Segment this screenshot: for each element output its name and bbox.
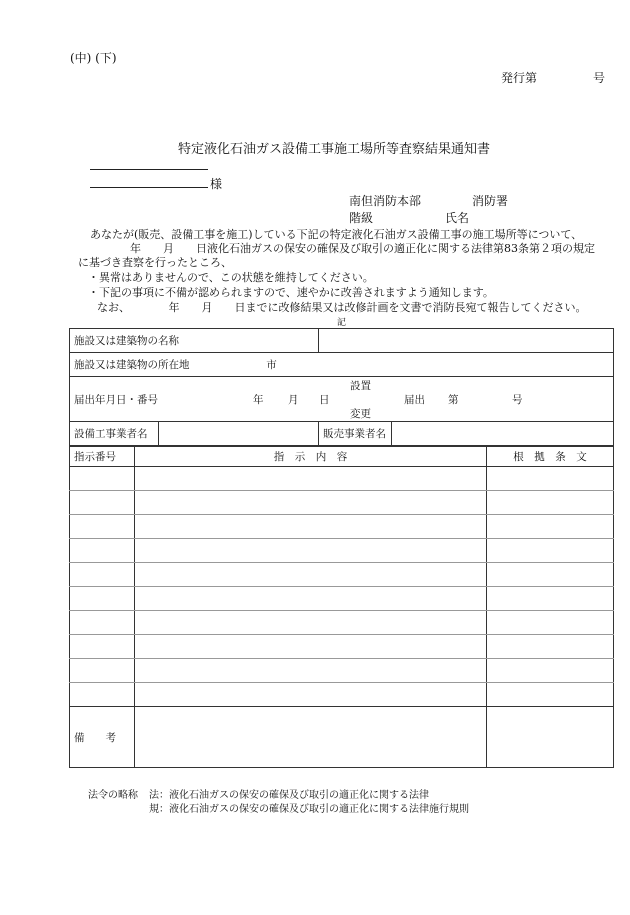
instruction-content-cell[interactable] [135,515,487,539]
facility-info-table [69,328,614,446]
gou-label: 号 [512,394,523,406]
instruction-content-cell[interactable] [135,611,487,635]
remarks-content-cell[interactable] [135,707,487,768]
instruction-content-cell[interactable] [135,587,487,611]
instruction-content-cell[interactable] [135,539,487,563]
body-line-2: 年 月 日液化石油ガスの保安の確保及び取引の適正化に関する法律第83条第２項の規定 [130,242,595,255]
instruction-no-cell[interactable] [70,611,135,635]
instruction-no-cell[interactable] [70,515,135,539]
todokede-label: 届出 [404,394,425,406]
notification-month-label: 月 [288,394,299,406]
instruction-content-cell[interactable] [135,491,487,515]
notification-cell[interactable] [70,377,614,422]
corner-label: (中) (下) [70,51,117,65]
issue-number-prefix: 発行第 [501,71,538,85]
instruction-row [70,611,614,635]
install-label: 設置 [350,380,371,392]
facility-name-label-text: 施設又は建築物の名称 [74,335,179,347]
installer-field[interactable] [159,422,319,446]
issue-number-suffix: 号 [593,71,606,85]
instruction-row [70,539,614,563]
facility-name-field[interactable] [319,329,614,353]
instruction-content-cell[interactable] [135,659,487,683]
instruction-basis-cell[interactable] [487,467,614,491]
facility-name-row [70,329,614,353]
issuer-name-label: 氏名 [445,211,470,225]
instruction-no-cell[interactable] [70,659,135,683]
instruction-basis-cell[interactable] [487,539,614,563]
instruction-basis-cell[interactable] [487,659,614,683]
instruction-row [70,563,614,587]
instruction-header-row [70,447,614,467]
instruction-no-cell[interactable] [70,563,135,587]
instruction-row [70,587,614,611]
body-line-1: あなたが(販売、設備工事を施工)している下記の特定液化石油ガス設備工事の施工場所等について、 [90,228,583,241]
remarks-label: 備 考 [70,707,135,768]
instruction-no-cell[interactable] [70,539,135,563]
addressee-line-1 [90,169,208,170]
instruction-basis-cell[interactable] [487,611,614,635]
body-line-4: なお、 年 月 日までに改修結果又は改修計画を文書で消防長宛て報告してください。 [97,301,587,314]
instruction-no-cell[interactable] [70,635,135,659]
instruction-basis-cell[interactable] [487,683,614,707]
issuer-station: 消防署 [472,194,509,208]
instruction-no-cell[interactable] [70,587,135,611]
instruction-no-cell[interactable] [70,491,135,515]
instruction-basis-cell[interactable] [487,563,614,587]
footer-law: 法：液化石油ガスの保安の確保及び取引の適正化に関する法律 [149,790,429,801]
col-header-basis: 根 拠 条 文 [487,447,614,467]
instruction-row [70,491,614,515]
seller-label [319,422,392,446]
issuer-dept: 南但消防本部 [349,194,422,208]
remarks-basis-cell[interactable] [487,707,614,768]
instruction-content-cell[interactable] [135,467,487,491]
issuer-rank-label: 階級 [349,211,374,225]
document-title: 特定液化石油ガス設備工事施工場所等査察結果通知書 [178,142,491,157]
installer-label-text: 設備工事業者名 [74,428,148,440]
facility-address-row [70,353,614,377]
instruction-no-cell[interactable] [70,467,135,491]
instruction-content-cell[interactable] [135,683,487,707]
seller-field[interactable] [392,422,614,446]
addressee-line-2 [90,187,208,188]
notification-label: 届出年月日・番号 [74,394,158,406]
addressee-honorific: 様 [210,177,223,191]
notification-row [70,377,614,422]
instruction-row [70,515,614,539]
instruction-basis-cell[interactable] [487,491,614,515]
instruction-row [70,635,614,659]
instruction-content-cell[interactable] [135,635,487,659]
body-line-3: に基づき査察を行ったところ、 [78,256,232,269]
city-label: 市 [266,359,277,371]
installer-label [70,422,159,446]
ki-label: 記 [337,318,347,328]
instruction-row [70,659,614,683]
notification-year-label: 年 [253,394,264,406]
facility-name-label [70,329,319,353]
instruction-content-cell[interactable] [135,563,487,587]
instruction-basis-cell[interactable] [487,587,614,611]
instruction-basis-cell[interactable] [487,515,614,539]
instruction-row [70,683,614,707]
seller-label-text: 販売事業者名 [323,428,386,440]
instruction-no-cell[interactable] [70,683,135,707]
notification-day-label: 日 [319,394,330,406]
body-bullet-1: ・異常はありませんので、この状態を維持してください。 [88,271,374,284]
change-label: 変更 [350,408,371,420]
body-bullet-2: ・下記の事項に不備が認められますので、速やかに改善されますよう通知します。 [88,286,494,299]
facility-address-cell[interactable] [70,353,614,377]
footer-rule: 規：液化石油ガスの保安の確保及び取引の適正化に関する法律施行規則 [149,804,469,815]
business-row [70,422,614,446]
col-header-content: 指 示 内 容 [135,447,487,467]
col-header-no: 指示番号 [70,447,135,467]
instruction-table [69,446,614,768]
instruction-row [70,467,614,491]
dai-label: 第 [448,394,459,406]
remarks-row [70,707,614,768]
footer-label: 法令の略称 [88,790,138,801]
facility-address-label: 施設又は建築物の所在地 [74,359,190,371]
instruction-basis-cell[interactable] [487,635,614,659]
